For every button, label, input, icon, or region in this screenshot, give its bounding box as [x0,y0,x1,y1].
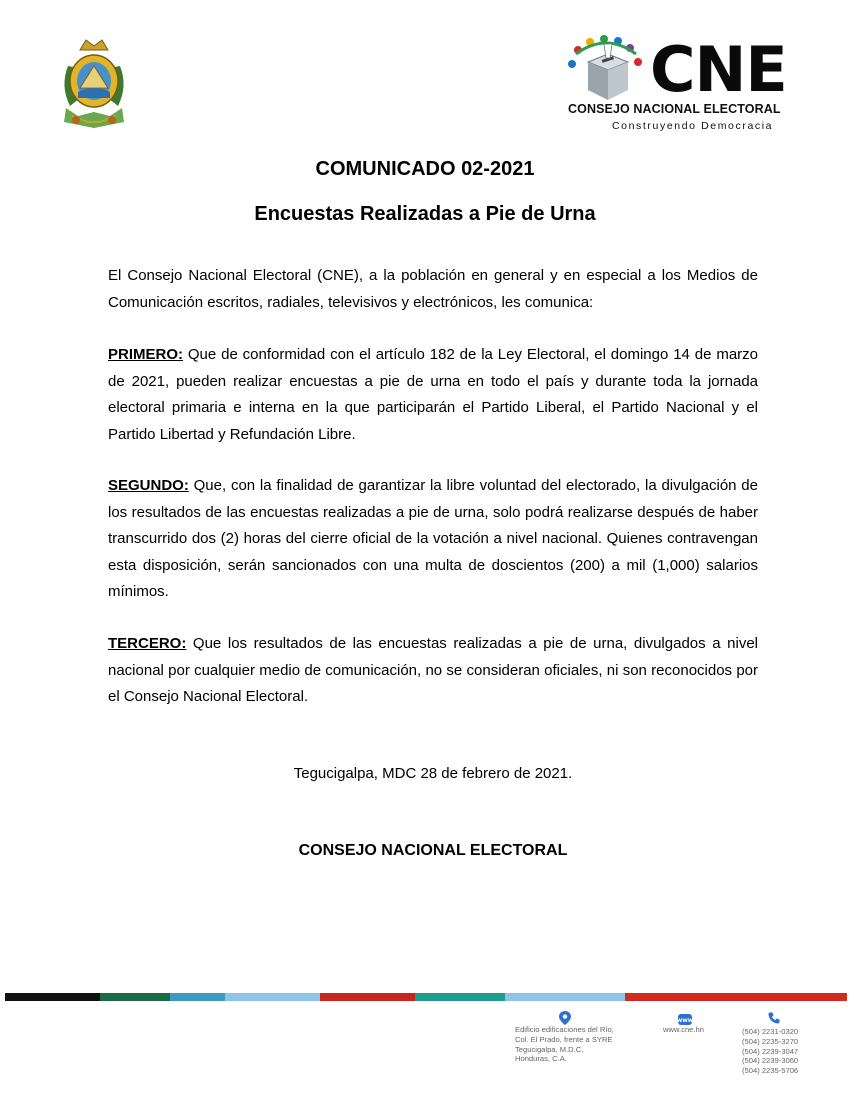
section-primero [108,342,758,448]
location-pin-icon [559,1011,571,1025]
communique-title: COMUNICADO 02-2021 [315,158,535,180]
intro-paragraph: El Consejo Nacional Electoral (CNE), a la población en general y en especial a los Medios de Comunicación escritos, radiales, televisivos y electrónicos, les comunica: [108,267,758,311]
band-segment [100,993,170,1001]
address-line: Tegucigalpa, M.D.C. [515,1044,584,1054]
phone-number: (504) 2231-0320 [742,1027,799,1036]
footer-color-band [5,993,847,1001]
footer-address [515,1025,645,1064]
band-segment [5,993,100,1001]
web-globe-icon [678,1014,692,1025]
band-segment [320,993,415,1001]
section-text: Que de conformidad con el artículo 182 de la Ley Electoral, el domingo 14 de marzo de 2021, pueden realizar encuestas a pie de urna en todo el país y durante toda la jornada electoral primaria e interna en la que participarán el Partido Liberal, el Partido Nacional y el Partido Libertad y Refundación Libre. [108,346,758,443]
band-segment [415,993,505,1001]
place-date: Tegucigalpa, MDC 28 de febrero de 2021. [293,765,573,782]
communique-subtitle: Encuestas Realizadas a Pie de Urna [254,203,596,225]
cne-wordmark: CNE [650,33,787,106]
cne-logo [566,33,816,136]
band-segment [625,993,847,1001]
section-label: SEGUNDO: [108,477,189,494]
band-segment [170,993,225,1001]
phone-number: (504) 2235-3270 [742,1036,799,1046]
honduras-coat-of-arms-icon [58,36,130,130]
svg-text:www: www [676,1017,694,1024]
section-text: Que, con la finalidad de garantizar la libre voluntad del electorado, la divulgación de los resultados de las encuestas realizadas a pie de urna, solo podrá realizarse después de haber transcurrido dos (2) horas del cierre oficial de la votación a nivel nacional. Quienes contravengan esta disposición, serán sancionados con una multa de doscientos (200) a mil (1,000) salarios mínimos. [108,477,758,600]
phone-number: (504) 2235-5706 [742,1066,799,1076]
section-text: Que los resultados de las encuestas realizadas a pie de urna, divulgados a nivel nacional por cualquier medio de comunicación, no se consideran oficiales, ni son reconocidos por el Consejo Nacional Electoral. [108,635,758,705]
phone-icon [768,1012,780,1024]
phone-number: (504) 2239-3060 [742,1056,799,1066]
cne-slogan: Construyendo Democracia [612,120,774,132]
section-label: PRIMERO: [108,346,183,363]
footer-phones [742,1027,798,1076]
band-segment [225,993,320,1001]
cne-full-name: CONSEJO NACIONAL ELECTORAL [568,102,781,116]
signature: CONSEJO NACIONAL ELECTORAL [298,842,568,859]
address-line: Col. El Prado, frente a SYRE [515,1034,613,1044]
section-segundo [108,473,758,606]
address-line: Honduras, C.A. [515,1054,567,1064]
ballot-box-people-icon [566,36,648,108]
band-segment [505,993,625,1001]
address-line: Edificio edificaciones del Río, [515,1025,614,1034]
section-tercero [108,631,758,711]
phone-number: (504) 2239-3047 [742,1046,799,1056]
section-label: TERCERO: [108,635,187,652]
footer-website[interactable]: www.cne.hn [663,1025,704,1034]
